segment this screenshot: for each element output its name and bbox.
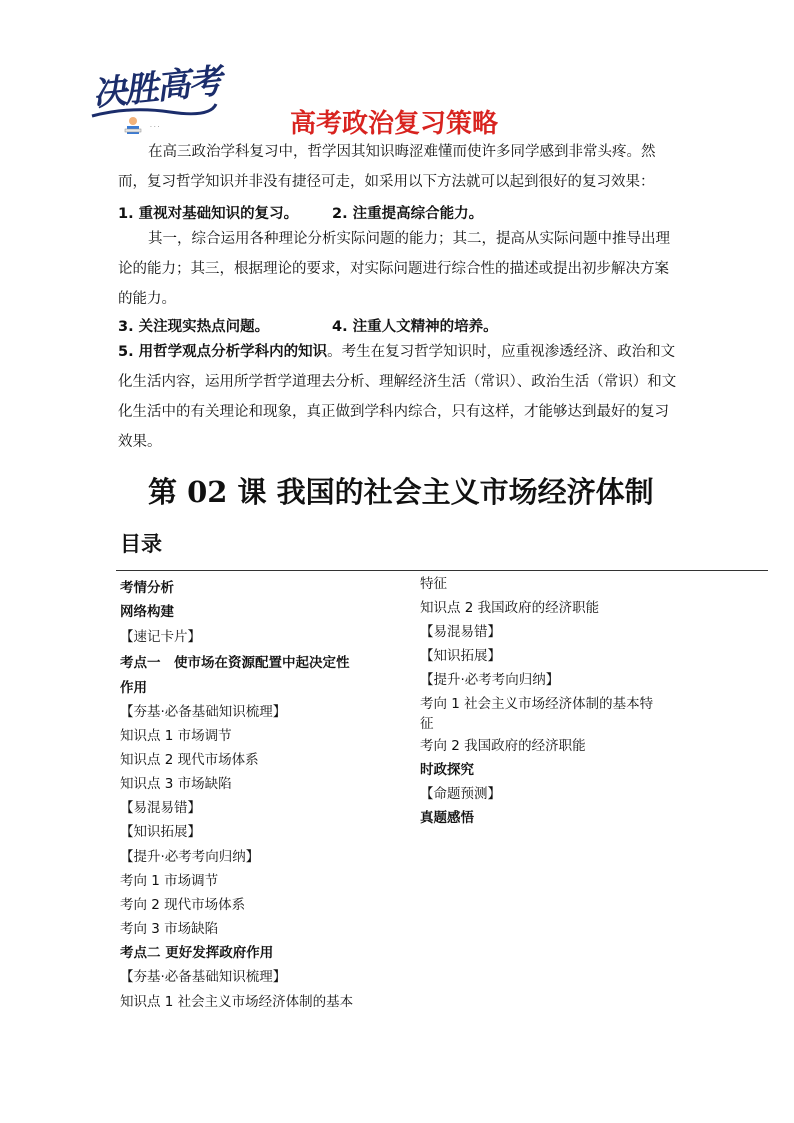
toc-item[interactable]: 【速记卡片】 [120, 629, 201, 645]
page-title: 高考政治复习策略 [290, 109, 499, 139]
toc-item[interactable]: 作用 [120, 680, 147, 696]
logo-tagline: · · · [150, 124, 160, 131]
toc-item[interactable]: 考向 2 我国政府的经济职能 [420, 738, 586, 754]
toc-item[interactable]: 知识点 3 市场缺陷 [120, 776, 232, 792]
toc-title: 目录 [120, 532, 162, 556]
toc-item[interactable]: 【命题预测】 [420, 786, 501, 802]
toc-item[interactable]: 【易混易错】 [420, 624, 501, 640]
toc-item[interactable]: 【夯基·必备基础知识梳理】 [120, 704, 287, 720]
toc-item[interactable]: 考点二 更好发挥政府作用 [120, 945, 274, 961]
toc-item[interactable]: 考情分析 [120, 580, 174, 596]
toc-item[interactable]: 知识点 2 现代市场体系 [120, 752, 259, 768]
toc-divider [116, 570, 768, 571]
toc-item[interactable]: 【夯基·必备基础知识梳理】 [120, 969, 287, 985]
toc-item[interactable]: 网络构建 [120, 604, 174, 620]
toc-item[interactable]: 【知识拓展】 [420, 648, 501, 664]
tip-2-body: 其一，综合运用各种理论分析实际问题的能力；其二，提高从实际问题中推导出理论的能力；其三，根据理论的要求，对实际问题进行综合性的描述或提出初步解决方案的能力。 [118, 231, 670, 307]
toc-item[interactable]: 【知识拓展】 [120, 824, 201, 840]
toc-item[interactable]: 征 [420, 716, 434, 732]
brand-logo [88, 58, 223, 138]
toc-item[interactable]: 真题感悟 [420, 810, 474, 826]
toc-item[interactable]: 知识点 2 我国政府的经济职能 [420, 600, 600, 616]
tip-1: 1. 重视对基础知识的复习。 [118, 206, 299, 222]
toc-item[interactable]: 时政探究 [420, 762, 474, 778]
toc-item[interactable]: 考点一 使市场在资源配置中起决定性 [120, 655, 350, 671]
tip-3: 3. 关注现实热点问题。 [118, 319, 270, 335]
toc-item[interactable]: 特征 [420, 576, 447, 592]
toc-item[interactable]: 考向 1 市场调节 [120, 873, 219, 889]
tip-4: 4. 注重人文精神的培养。 [332, 319, 498, 335]
toc-item[interactable]: 知识点 1 社会主义市场经济体制的基本 [120, 994, 354, 1010]
tip-5-heading: 5. 用哲学观点分析学科内的知识 [118, 344, 328, 360]
tip-2: 2. 注重提高综合能力。 [332, 206, 484, 222]
toc-item[interactable]: 考向 1 社会主义市场经济体制的基本特 [420, 696, 654, 712]
logo-swoosh-icon [90, 102, 218, 124]
intro-paragraph: 在高三政治学科复习中，哲学因其知识晦涩难懂而使许多同学感到非常头疼。然而，复习哲学知识并非没有捷径可走，如采用以下方法就可以起到很好的复习效果： [118, 144, 656, 190]
toc-item[interactable]: 【提升·必考考向归纳】 [120, 849, 260, 865]
toc-item[interactable]: 【易混易错】 [120, 800, 201, 816]
lesson-title: 第 02 课 我国的社会主义市场经济体制 [148, 475, 654, 509]
toc-item[interactable]: 考向 2 现代市场体系 [120, 897, 246, 913]
student-reading-icon [124, 116, 142, 136]
tip-5-body: 。考生在复习哲学知识时，应重视渗透经济、政治和文化生活内容，运用所学哲学道理去分析、理解经济生活（常识）、政治生活（常识）和文化生活中的有关理论和现象，真正做到学科内综合，只有这样，才能够达到最好的复习效果。 [118, 344, 677, 450]
tip-5 [118, 337, 683, 457]
toc-item[interactable]: 知识点 1 市场调节 [120, 728, 232, 744]
toc-item[interactable]: 考向 3 市场缺陷 [120, 921, 219, 937]
logo-text: 决胜高考 [90, 61, 223, 115]
toc-item[interactable]: 【提升·必考考向归纳】 [420, 672, 560, 688]
